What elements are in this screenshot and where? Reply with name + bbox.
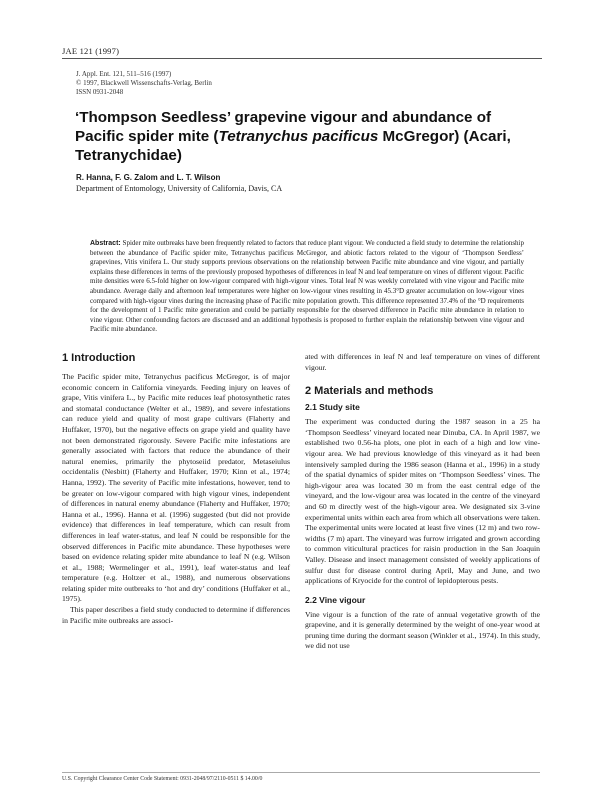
abstract-text: Spider mite outbreaks have been frequently related to factors that reduce plant vigour. We conducted a field study to determine the relationship between the abundance of Pacific spider mite, Tetranychus pacificus McGregor, and abiotic factors related to the vigour of ‘Thompson Seedless’ grapevines, Vitis vinifera L. Our study supports previous observations on the relationship between Pacific mite abundance and vine vigour, and partially explains these differences in terms of the previously proposed hypotheses of differences in leaf N and leaf temperature on vines of different vigour. Pacific mite densities were 6.5-fold higher on low-vigour compared with high-vigour vines. Total leaf N was weekly correlated with vine vigour and Pacific mite abundance. Average daily and afternoon leaf temperatures were higher on low-vigour vines resulting in 45.3°D greater accumulation on low-vigour vines compared with high-vigour vines during the increasing phase of Pacific mite population growth. This difference represented 37.4% of the °D requirements for the development of 1 Pacific mite generation and could be partially responsible for the observed difference in Pacific mite abundance in relation to vine vigour. Other confounding factors are discussed and an additional hypothesis is proposed to further explain the relationship between vine vigour and Pacific mite abundance.	[90, 239, 524, 334]
subsection-heading-vine-vigour: 2.2 Vine vigour	[305, 594, 366, 605]
journal-meta	[76, 70, 212, 97]
study-site-paragraph: The experiment was conducted during the 1987 season in a 25 ha ‘Thompson Seedless’ vineyard located near Dinuba, CA. In April 1987, we established two 0.56-ha plots, one plot in each of a high and low vine-vigour area. We had previous knowledge of this vineyard as it had been intensively sampled during the 1986 season (Hanna et al., 1996) in a study of the spatial dynamics of spider mites on ‘Thompson Seedless’ vines. The high-vigour area was located 30 m from the east central edge of the vineyard, and the low-vigour area was located in the centre of the vineyard and 60 m directly west of the high-vigour area. We designated six 3-vine experimental units within each area from which all observations were taken. The experimental units were located at least five vines (12 m) and two row-widths (7 m) apart. The vineyard was furrow irrigated and grown according to common viticultural practices for raisin production in the San Joaquin Valley. Disease and insect management consisted of weekly applications of sulfur dust for disease control during April, May and June, and two applications of Kryocide for the control of lepidopterous pests.	[305, 417, 540, 586]
header-rule	[62, 58, 542, 59]
running-head: JAE 121 (1997)	[62, 46, 120, 56]
footer-rule	[62, 772, 540, 773]
intro-continuation: ated with differences in leaf N and leaf temperature on vines of different vigour.	[305, 352, 540, 372]
article-title	[75, 108, 535, 165]
journal-citation: J. Appl. Ent. 121, 511–516 (1997)	[76, 70, 172, 78]
intro-paragraph-2: This paper describes a field study conducted to determine if differences in Pacific mite outbreaks are associ-	[62, 605, 290, 625]
abstract	[90, 239, 524, 335]
journal-issn: ISSN 0931-2048	[76, 88, 124, 96]
column-left	[62, 352, 290, 626]
intro-paragraph-1: The Pacific spider mite, Tetranychus pacificus McGregor, is of major economic concern in California vineyards. Feeding injury on leaves of grape, Vitis vinifera L., by Pacific mite reduces leaf photosynthetic rates and stomatal conductance (Welter et al., 1989), and severe infestations can reduce yield and quality of most grape cultivars (Flaherty and Huffaker, 1970), but the negative effects on grape yield and quality have not been demonstrated rigorously. Severe Pacific mite infestations are generally associated with factors that reduce the abundance of their natural enemies, primarily the phytoseiid predator, Metaseiulus occidentalis (Nesbitt) (Flaherty and Huffaker, 1970; Kinn et al., 1974; Hanna, 1992). The severity of Pacific mite infestations, however, tend to be greater on low-vigour compared with high vigour vines, independent of differences in natural enemy abundance (Flaherty and Huffaker, 1970; Hanna et al., 1996). Hanna et al. (1996) suggested (but did not provide evidence) that differences in leaf temperature, which can result from differences in leaf water-status, and leaf N could be responsible for the observed differences in Pacific mite abundance. These hypotheses were based on evidence relating spider mite abundance to leaf N (e.g. Wilson et al., 1988; Wermelinger et al., 1991), leaf water-status and leaf temperature (e.g. Holtzer et al., 1988), and numerous observations relating spider mite outbreaks to ‘hot and dry’ conditions (Huffaker et al., 1975).	[62, 372, 290, 604]
authors: R. Hanna, F. G. Zalom and L. T. Wilson	[76, 173, 221, 182]
abstract-label: Abstract:	[90, 240, 121, 247]
subsection-heading-study-site: 2.1 Study site	[305, 402, 360, 413]
vine-vigour-paragraph: Vine vigour is a function of the rate of annual vegetative growth of the grapevine, and it is generally determined by the weight of one-year wood at pruning time during the dormant season (Winkler et al., 1974). In this study, we did not use	[305, 609, 540, 651]
title-species: Tetranychus pacificus	[218, 128, 379, 145]
section-heading-methods: 2 Materials and methods	[305, 385, 434, 398]
journal-copyright: © 1997, Blackwell Wissenschafts-Verlag, Berlin	[76, 79, 212, 87]
column-right	[305, 352, 540, 652]
section-heading-introduction: 1 Introduction	[62, 352, 136, 364]
title-part2: McGregor) (Acari, Tetranychidae)	[75, 128, 511, 164]
copyright-footer: U.S. Copyright Clearance Center Code Statement: 0931-2048/97/2110-0511 $ 14.00/0	[62, 776, 263, 782]
title-part1: ‘Thompson Seedless’ grapevine vigour and abundance of Pacific spider mite (	[75, 109, 492, 145]
affiliation: Department of Entomology, University of California, Davis, CA	[76, 184, 283, 193]
